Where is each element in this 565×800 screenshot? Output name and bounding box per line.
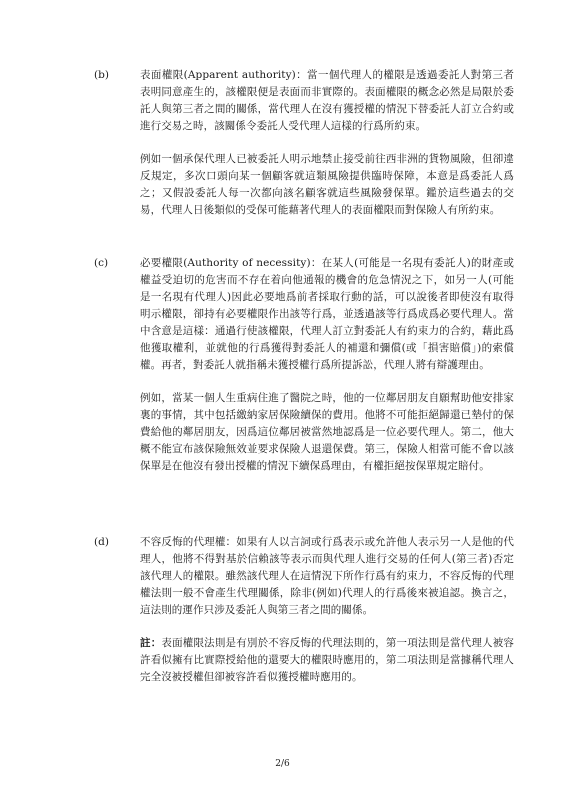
section-d (94, 534, 514, 702)
section-c (94, 255, 514, 491)
note-paragraph (140, 635, 514, 686)
page-number: 2/6 (275, 759, 290, 769)
section-b (94, 67, 514, 235)
paragraph: 不容反悔的代理權：如果有人以言詞或行爲表示或允許他人表示另一人是他的代理人，他將不得對基於信賴該等表示而與代理人進行交易的任何人(第三者)否定該代理人的權限。雖然該代理人在這情況下所作行爲有約束力，不容反悔的代理權法則一般不會產生代理關係，除非(例如)代理人的行爲後來被追認。換言之，這法則的運作只涉及委託人與第三者之間的關係。 (140, 536, 514, 616)
section-label: (c) (94, 257, 109, 269)
paragraph: 表面權限(Apparent authority)：當一個代理人的權限是透過委託人對第三者表明同意產生的，該權限便是表面而非實際的。表面權限的概念必然是局限於委託人與第三者之間的關係，當代理人在沒有獲授權的情況下替委託人訂立合約或進行交易之時，該關係令委託人受代理人這樣的行爲所約束。 (140, 69, 514, 132)
paragraph: 例如一個承保代理人已被委託人明示地禁止接受前往西非洲的貨物風險，但卻違反規定，多次口頭向某一個顧客就這類風險提供臨時保障，本意是爲委託人爲之；又假設委託人每一次都向該名顧客就這些風險發保單。鑑於這些過去的交易，代理人日後類似的受保可能藉著代理人的表面權限而對保險人有所約束。 (140, 153, 514, 216)
note-heading: 註： (140, 637, 162, 649)
section-body (140, 534, 514, 686)
section-body (140, 255, 514, 475)
paragraph: 必要權限(Authority of necessity)：在某人(可能是一名現有委託人)的財產或權益受迫切的危害而不存在着向他通報的機會的危急情況之下，如另一人(可能是一名現有代理人)因此必要地爲前者採取行動的話，可以說後者即使沒有取得明示權限，卻持有必要權限作出該等行爲，並透過該等行爲成爲必要代理人。當中含意是這樣：通過行使該權限，代理人訂立對委託人有約束力的合約，藉此爲他獲取權利，並就他的行爲獲得對委託人的補還和彌償(或「損害賠償」)的索償權。再者，對委託人就指稱未獲授權行爲所提訴訟，代理人將有辯護理由。 (140, 257, 514, 371)
note-text: 表面權限法則是有別於不容反悔的代理法則的，第一項法則是當代理人被容許看似擁有比實際授給他的還要大的權限時應用的，第二項法則是當據稱代理人完全沒被授權但卻被容許看似獲授權時應用的。 (140, 637, 514, 683)
section-label: (b) (94, 69, 109, 81)
paragraph: 例如，當某一個人生重病住進了醫院之時，他的一位鄰居朋友自願幫助他安排家裏的事情，其中包括繳納家居保險續保的費用。他將不可能拒絕歸還已墊付的保費給他的鄰居朋友，因爲這位鄰居被當然地認爲是一位必要代理人。第二，他大概不能宣布該保險無效並要求保險人退還保費。第三，保險人相當可能不會以該保單是在他沒有發出授權的情況下續保爲理由，有權拒絕按保單規定賠付。 (140, 392, 514, 472)
section-body (140, 67, 514, 219)
section-label: (d) (94, 536, 109, 548)
